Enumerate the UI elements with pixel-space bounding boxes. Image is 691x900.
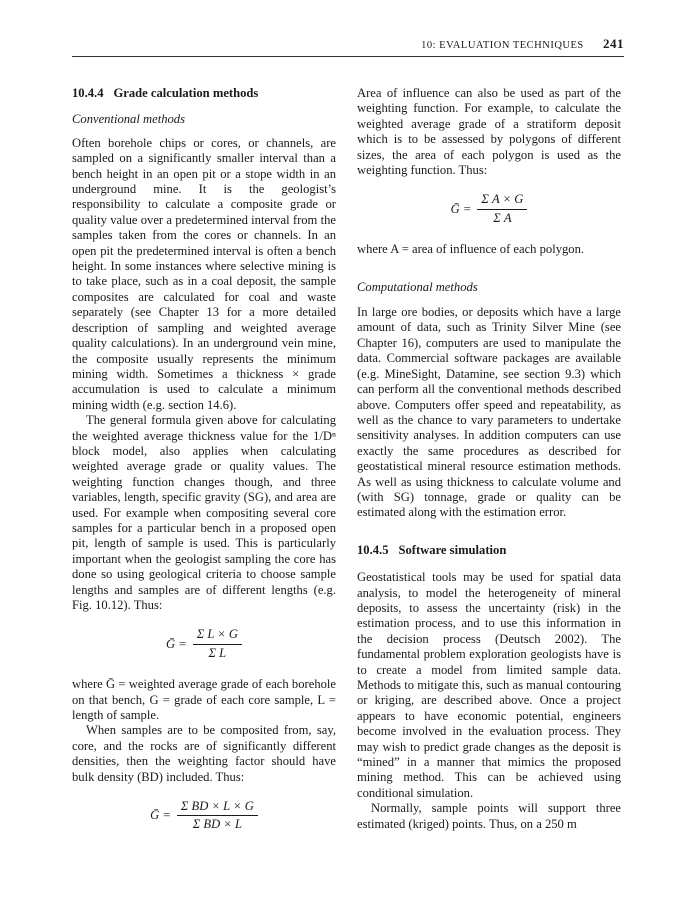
- left-column: [72, 86, 336, 849]
- numerator: Σ A × G: [477, 192, 527, 209]
- paragraph: Often borehole chips or cores, or channels, are sampled on a significantly smaller interval than a bench height in an open pit or a stope width in an underground mine. It is the geologist’s responsibility to calculate a composite grade or quality value over a predetermined interval from the samples taken from the cores or channels. In an open pit the predetermined interval is often a bench height. In some instances where selective mining is to take place, such as in a coal deposit, the sample composites are calculated for coal and waste separately (see Chapter 13 for a more detailed description of sampling and weighted average quality calculations). In an underground vein mine, the composite usually represents the minimum mining width. Sometimes a thickness × grade accumulation is used to calculate a minimum mining width (e.g. section 14.6).: [72, 135, 336, 412]
- formula-density-weighted: [72, 799, 336, 833]
- paragraph: The general formula given above for calculating the weighted average thickness value for the 1/Dⁿ block model, also applies when calculating weighted average grade or quality values. The weighting function changes though, and three variables, length, specific gravity (SG), and area are used. For example when compositing several core samples for a particular bench in a proposed open pit, length of sample is used. This is particularly important when the geologist sampling the core has done so using geological criteria to choose sample lengths and samples are of different lengths (e.g. Fig. 10.12). Thus:: [72, 413, 336, 612]
- numerator: Σ L × G: [193, 627, 242, 644]
- chapter-title: 10: EVALUATION TECHNIQUES: [421, 40, 584, 51]
- section-heading-10-4-4: [72, 86, 336, 101]
- formula-area-weighted: [357, 192, 621, 226]
- paragraph: Area of influence can also be used as part of the weighting function. For example, to calculate the weighted average grade of a stratiform deposit which is to be assessed by polygons of different sizes, the area of each polygon is used as the weighting function. Thus:: [357, 86, 621, 178]
- section-number: 10.4.4: [72, 86, 104, 100]
- paragraph: When samples are to be composited from, say, core, and the rocks are of significantly different densities, then the weighting factor should have bulk density (BD) included. Thus:: [72, 723, 336, 784]
- section-heading-10-4-5: [357, 543, 621, 558]
- formula-length-weighted: [72, 627, 336, 661]
- subheading-computational-methods: Computational methods: [357, 279, 478, 294]
- formula-lhs: Ḡ =: [165, 636, 187, 651]
- section-number: 10.4.5: [357, 542, 389, 557]
- fraction: [177, 799, 258, 833]
- denominator: Σ L: [208, 645, 227, 660]
- section-title: Software simulation: [398, 542, 507, 557]
- page-number: 241: [603, 36, 624, 51]
- denominator: Σ A: [493, 210, 512, 225]
- denominator: Σ BD × L: [192, 817, 242, 832]
- paragraph: Normally, sample points will support three estimated (kriged) points. Thus, on a 250 m: [357, 801, 621, 831]
- paragraph: where A = area of influence of each polygon.: [357, 242, 585, 257]
- running-header: [72, 36, 624, 52]
- numerator: Σ BD × L × G: [177, 799, 258, 816]
- fraction: [193, 627, 242, 661]
- right-column: [357, 86, 621, 832]
- section-title: Grade calculation methods: [113, 86, 259, 100]
- fraction: [477, 192, 527, 226]
- formula-lhs: Ḡ =: [450, 201, 472, 216]
- formula-lhs: Ḡ =: [150, 808, 171, 823]
- paragraph: where Ḡ = weighted average grade of each borehole on that bench, G = grade of each core sample, L = length of sample.: [72, 677, 336, 723]
- paragraph: Geostatistical tools may be used for spatial data analysis, to model the heterogeneity of mineral deposits, to assess the uncertainty (risk) in the estimation process, and to use this information in the decision process (Deutsch 2002). The fundamental problem exploration geologists have is to create a model from limited sample data. Methods to mitigate this, such as manual contouring or kriging, are described above. Once a project appears to have economic potential, engineers become involved in the evaluation process. They may wish to predict grade changes as the deposit is “mined” in a manner that mimics the proposed mining method. This can be achieved using conditional simulation.: [357, 570, 621, 800]
- header-rule: [72, 56, 624, 57]
- paragraph: In large ore bodies, or deposits which have a large amount of data, such as Trinity Silver Mine (see Chapter 16), computers are used to manipulate the data. Commercial software packages are available (e.g. MineSight, Datamine, see section 9.3) which can perform all the conventional methods described above. Computers offer speed and repeatability, as well as the chance to vary parameters to undertake sensitivity analyses. In addition computers can use exactly the same procedures as described for geostatistical mineral resource estimation methods. As well as using thickness to calculate volume and (with SG) tonnage, grade or quality can be estimated along with the estimation error.: [357, 305, 621, 520]
- subheading-conventional-methods: Conventional methods: [72, 112, 185, 127]
